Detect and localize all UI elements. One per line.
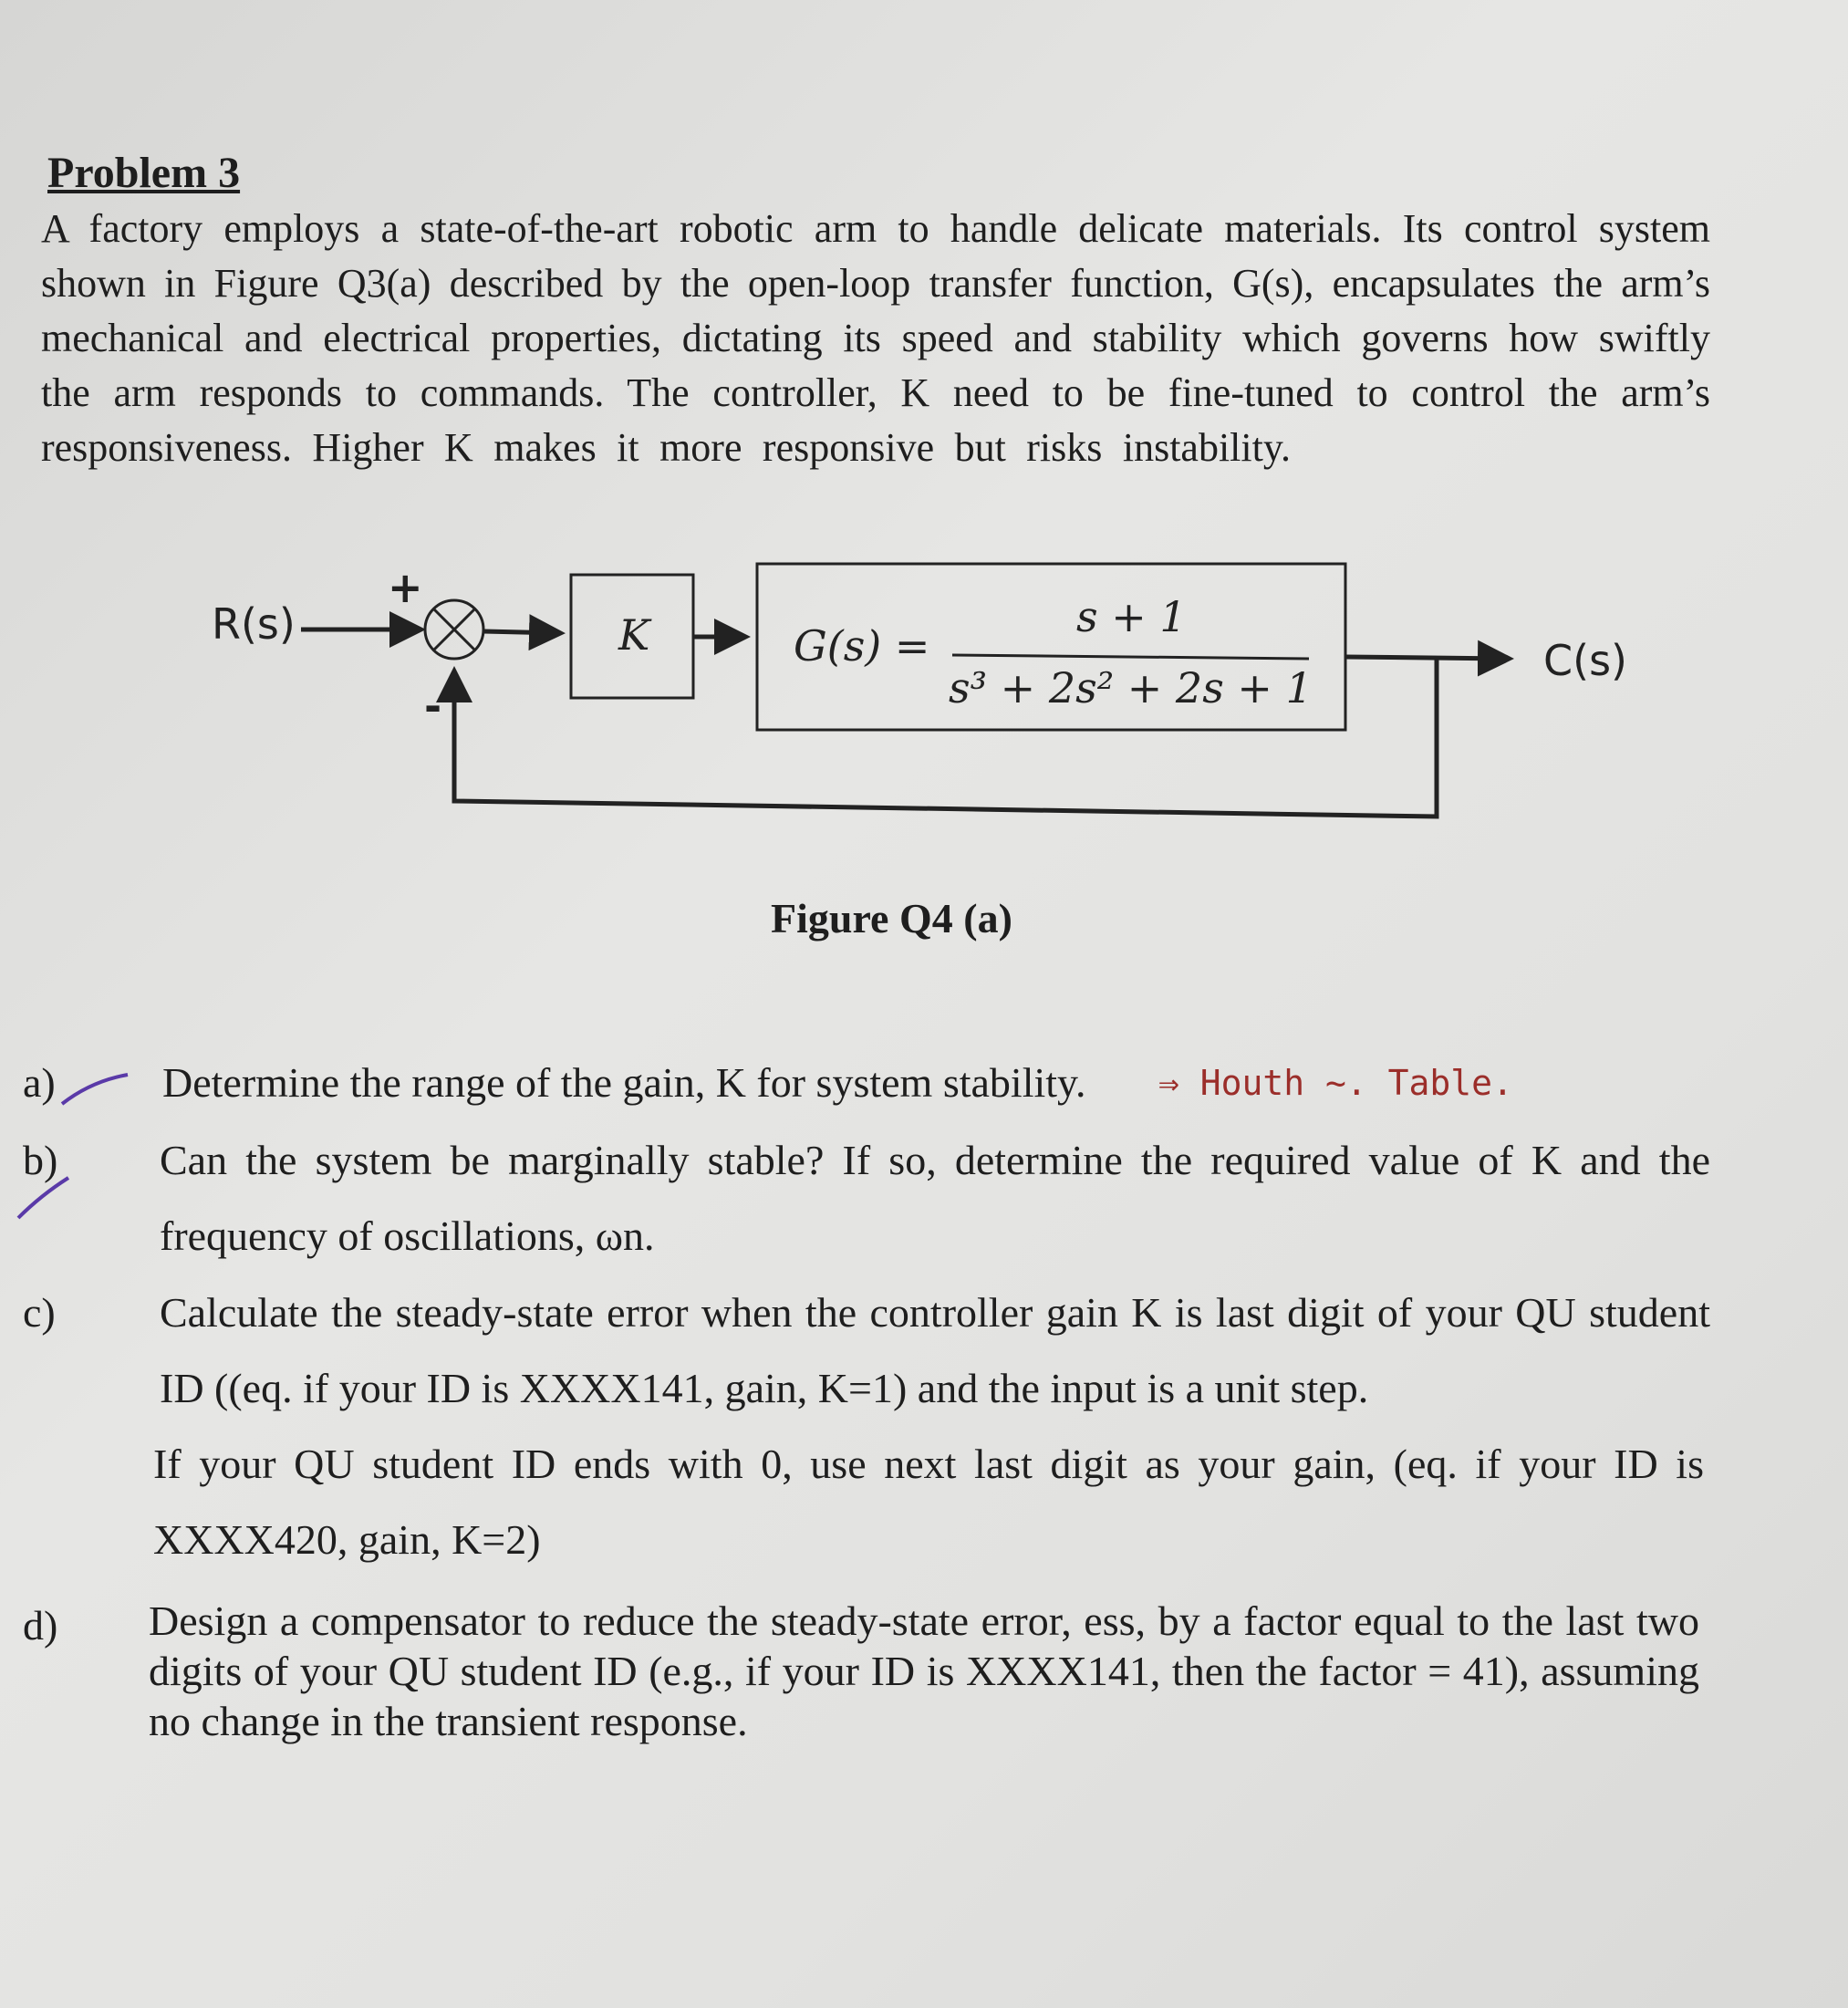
controller-label: K (618, 610, 650, 660)
minus-sign: - (424, 681, 442, 731)
intro-line: responsiveness. Higher K makes it more responsive but risks instability. (41, 425, 1291, 470)
output-label: C(s) (1543, 636, 1627, 685)
question-b-text: Can the system be marginally stable? If so, determine the required value of K and the (160, 1137, 1710, 1183)
question-c-text: Calculate the steady-state error when the controller gain K is last digit of your QU student (160, 1289, 1710, 1336)
question-c-text: If your QU student ID ends with 0, use next last digit as your gain, (eq. if your ID is (153, 1441, 1704, 1487)
question-b-text: frequency of oscillations, ωn. (160, 1212, 655, 1259)
block-diagram (0, 0, 1848, 876)
question-a-text: Determine the range of the gain, K for system stability. (162, 1059, 1086, 1106)
question-d-text: no change in the transient response. (149, 1698, 748, 1744)
intro-line: mechanical and electrical properties, dictating its speed and stability which governs how swiftly (41, 316, 1710, 360)
plant-lhs: G(s) = (794, 621, 930, 671)
pen-tick-mark (14, 1172, 78, 1227)
handwritten-note: ⇒ Houth ~. Table. (1158, 1063, 1513, 1103)
question-d-text: digits of your QU student ID (e.g., if your ID is XXXX141, then the factor = 41), assuming (149, 1648, 1699, 1694)
fraction-bar (952, 655, 1309, 659)
question-c-text: ID ((eq. if your ID is XXXX141, gain, K=1) and the input is a unit step. (160, 1365, 1369, 1411)
question-c-text: XXXX420, gain, K=2) (153, 1516, 541, 1563)
question-b-label: b) (23, 1137, 58, 1183)
intro-line: shown in Figure Q3(a) described by the open-loop transfer function, G(s), encapsulates the arm’s (41, 261, 1710, 306)
question-c-label: c) (23, 1289, 56, 1336)
figure-caption: Figure Q4 (a) (771, 895, 1012, 942)
problem-title: Problem 3 (47, 149, 241, 197)
output-arrow (1345, 657, 1510, 659)
question-d-text: Design a compensator to reduce the steady-state error, ess, by a factor equal to the last two (149, 1597, 1699, 1644)
intro-line: the arm responds to commands. The controller, K need to be fine-tuned to control the arm’s (41, 370, 1710, 415)
denominator: s³ + 2s² + 2s + 1 (949, 663, 1313, 713)
pen-tick-mark (55, 1067, 137, 1113)
question-a-label: a) (23, 1059, 56, 1106)
intro-line: A factory employs a state-of-the-art robotic arm to handle delicate materials. Its control system (41, 206, 1710, 251)
plus-sign: + (388, 563, 423, 612)
question-d-label: d) (23, 1602, 58, 1649)
numerator: s + 1 (1076, 592, 1187, 641)
input-label: R(s) (212, 599, 296, 649)
